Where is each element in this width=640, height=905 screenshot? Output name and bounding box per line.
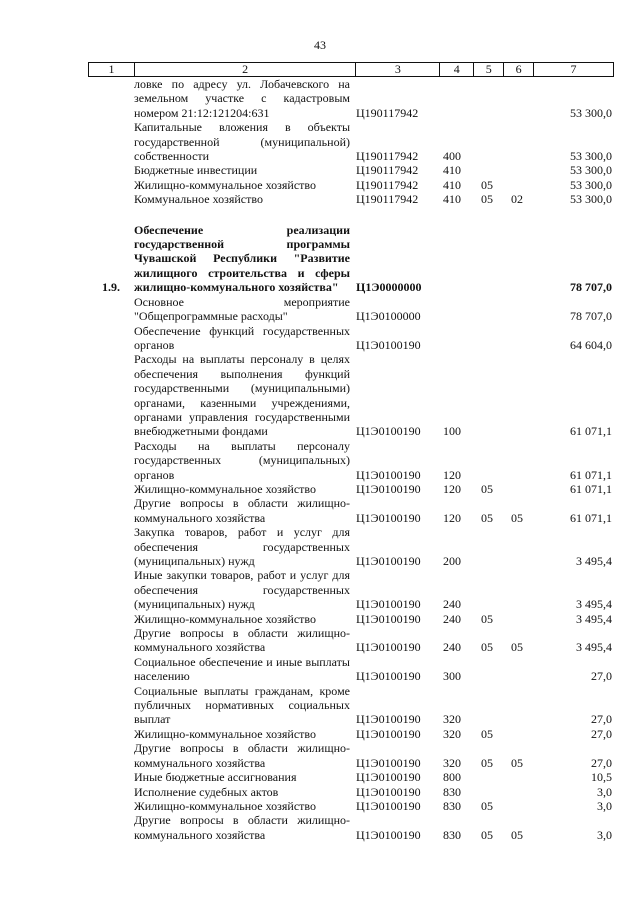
target-article-code: Ц1Э0100190 <box>356 337 421 352</box>
table-row <box>88 77 614 120</box>
target-article-code: Ц1Э0100190 <box>356 798 421 813</box>
target-article-code: Ц1Э0100190 <box>356 481 421 496</box>
amount: 61 071,1 <box>570 510 612 525</box>
expense-type: 830 <box>443 798 461 813</box>
expense-type: 410 <box>443 192 461 207</box>
row-name: Социальные выплаты гражданам, кроме публичных нормативных социальных выплат <box>134 683 350 727</box>
target-article-code: Ц190117942 <box>356 105 419 120</box>
target-article-code: Ц1Э0100000 <box>356 309 421 324</box>
expense-type: 320 <box>443 712 461 727</box>
target-article-code: Ц1Э0100190 <box>356 554 421 568</box>
table-row <box>88 770 614 784</box>
amount: 53 300,0 <box>570 192 612 207</box>
expense-type: 830 <box>443 784 461 799</box>
amount: 27,0 <box>591 669 612 684</box>
table-row <box>88 120 614 163</box>
table-row <box>88 626 614 655</box>
column-header-row <box>89 63 614 77</box>
amount: 3 495,4 <box>576 554 612 568</box>
row-name: Расходы на выплаты персоналу государственных (муниципальных) органов <box>134 438 350 482</box>
expense-type: 240 <box>443 611 461 626</box>
target-article-code: Ц1Э0100190 <box>356 827 421 842</box>
column-header-cell: 5 <box>474 63 504 77</box>
table-row <box>88 496 614 525</box>
table-row <box>88 192 614 206</box>
table-row <box>88 324 614 353</box>
amount: 10,5 <box>591 770 612 785</box>
row-name: Бюджетные инвестиции <box>134 163 258 178</box>
row-gap <box>88 207 614 223</box>
table-row <box>88 178 614 192</box>
column-header-cell: 4 <box>440 63 474 77</box>
target-article-code: Ц1Э0100190 <box>356 770 421 785</box>
row-name: Иные закупки товаров, работ и услуг для обеспечения государственных (муниципальных) нужд <box>134 568 350 612</box>
table-row <box>88 525 614 568</box>
amount: 53 300,0 <box>570 149 612 164</box>
row-name: Жилищно-коммунальное хозяйство <box>134 611 317 626</box>
page-number: 43 <box>314 38 326 52</box>
section-code: 05 <box>481 755 493 770</box>
row-name: Закупка товаров, работ и услуг для обеспечения государственных (муниципальных) нужд <box>134 525 350 568</box>
row-name: Обеспечение функций государственных органов <box>134 323 350 352</box>
row-name: Другие вопросы в области жилищно-коммунального хозяйства <box>134 496 350 525</box>
target-article-code: Ц1Э0100190 <box>356 712 421 727</box>
target-article-code: Ц190117942 <box>356 192 419 207</box>
table-row <box>88 352 614 438</box>
expense-type: 240 <box>443 597 461 612</box>
row-name: Исполнение судебных актов <box>134 784 279 799</box>
target-article-code: Ц190117942 <box>356 177 419 192</box>
target-article-code: Ц1Э0100190 <box>356 611 421 626</box>
table-row <box>88 785 614 799</box>
table-row <box>88 568 614 611</box>
column-header-table <box>88 62 614 77</box>
section-code: 05 <box>481 177 493 192</box>
table-row <box>88 163 614 177</box>
target-article-code: Ц1Э0100190 <box>356 726 421 741</box>
expense-type: 240 <box>443 640 461 655</box>
section-code: 05 <box>481 481 493 496</box>
target-article-code: Ц1Э0100190 <box>356 669 421 684</box>
target-article-code: Ц1Э0100190 <box>356 424 421 439</box>
subsection-code: 05 <box>511 640 523 655</box>
subsection-code: 05 <box>511 755 523 770</box>
amount: 78 707,0 <box>570 309 612 324</box>
column-header-cell: 2 <box>134 63 356 77</box>
row-name: Коммунальное хозяйство <box>134 192 263 207</box>
section-code: 05 <box>481 611 493 626</box>
table-row <box>88 223 614 295</box>
amount: 78 707,0 <box>570 280 612 295</box>
amount: 27,0 <box>591 755 612 770</box>
row-name: Жилищно-коммунальное хозяйство <box>134 481 317 496</box>
amount: 3 495,4 <box>576 640 612 655</box>
row-name: Иные бюджетные ассигнования <box>134 770 297 785</box>
row-name: Жилищно-коммунальное хозяйство <box>134 798 317 813</box>
expense-type: 120 <box>443 467 461 482</box>
section-code: 05 <box>481 827 493 842</box>
table-row <box>88 813 614 842</box>
row-name: Жилищно-коммунальное хозяйство <box>134 177 317 192</box>
section-code: 05 <box>481 798 493 813</box>
budget-rows <box>88 77 614 842</box>
expense-type: 320 <box>443 726 461 741</box>
expense-type: 400 <box>443 149 461 164</box>
table-row <box>88 612 614 626</box>
table-row <box>88 799 614 813</box>
subsection-code: 05 <box>511 510 523 525</box>
target-article-code: Ц1Э0100190 <box>356 755 421 770</box>
amount: 53 300,0 <box>570 105 612 120</box>
table-row <box>88 482 614 496</box>
row-name: Капитальные вложения в объекты государственной (муниципальной) собственности <box>134 120 350 164</box>
table-row <box>88 439 614 482</box>
expense-type: 120 <box>443 481 461 496</box>
target-article-code: Ц1Э0100190 <box>356 467 421 482</box>
expense-type: 320 <box>443 755 461 770</box>
amount: 3 495,4 <box>576 597 612 612</box>
row-name: Расходы на выплаты персоналу в целях обеспечения выполнения функций государственными (муниципальными) органами, казенными учреждениями, органами управления государственными внебюджетными фондами <box>134 352 350 439</box>
target-article-code: Ц1Э0100190 <box>356 640 421 655</box>
amount: 3,0 <box>597 784 612 799</box>
row-name: ловке по адресу ул. Лобачевского на земельном участке с кадастровым номером 21:12:121204:631 <box>134 77 350 120</box>
amount: 64 604,0 <box>570 337 612 352</box>
row-name: Социальное обеспечение и иные выплаты населению <box>134 654 350 684</box>
amount: 61 071,1 <box>570 481 612 496</box>
table-row <box>88 295 614 324</box>
expense-type: 410 <box>443 163 461 178</box>
expense-type: 410 <box>443 177 461 192</box>
section-code: 05 <box>481 510 493 525</box>
expense-type: 200 <box>443 554 461 568</box>
table-row <box>88 741 614 770</box>
amount: 53 300,0 <box>570 163 612 178</box>
table-row <box>88 727 614 741</box>
section-code: 05 <box>481 640 493 655</box>
target-article-code: Ц190117942 <box>356 149 419 164</box>
amount: 61 071,1 <box>570 424 612 439</box>
table-row <box>88 684 614 727</box>
target-article-code: Ц1Э0100190 <box>356 510 421 525</box>
amount: 27,0 <box>591 726 612 741</box>
table-row <box>88 655 614 684</box>
expense-type: 830 <box>443 827 461 842</box>
row-name: Другие вопросы в области жилищно-коммунального хозяйства <box>134 813 350 842</box>
row-name: Жилищно-коммунальное хозяйство <box>134 726 317 741</box>
target-article-code: Ц1Э0100190 <box>356 784 421 799</box>
row-name: Другие вопросы в области жилищно-коммунального хозяйства <box>134 741 350 770</box>
column-header-cell: 6 <box>504 63 534 77</box>
column-header-cell: 7 <box>534 63 614 77</box>
amount: 61 071,1 <box>570 467 612 482</box>
section-code: 05 <box>481 192 493 207</box>
row-number: 1.9. <box>102 280 120 295</box>
amount: 3,0 <box>597 798 612 813</box>
expense-type: 100 <box>443 424 461 439</box>
row-name: Другие вопросы в области жилищно-коммунального хозяйства <box>134 626 350 655</box>
amount: 53 300,0 <box>570 177 612 192</box>
amount: 27,0 <box>591 712 612 727</box>
amount: 3 495,4 <box>576 611 612 626</box>
amount: 3,0 <box>597 827 612 842</box>
expense-type: 120 <box>443 510 461 525</box>
subsection-code: 05 <box>511 827 523 842</box>
subsection-code: 02 <box>511 192 523 207</box>
row-name: Основное мероприятие "Общепрограммные расходы" <box>134 294 350 324</box>
target-article-code: Ц190117942 <box>356 163 419 178</box>
row-name: Обеспечение реализации государственной программы Чувашской Республики "Развитие жилищного строительства и сферы жилищно-коммунального хозяйства" <box>134 222 350 295</box>
target-article-code: Ц1Э0100190 <box>356 597 421 612</box>
expense-type: 300 <box>443 669 461 684</box>
section-code: 05 <box>481 726 493 741</box>
column-header-cell: 3 <box>356 63 440 77</box>
column-header-cell: 1 <box>89 63 135 77</box>
expense-type: 800 <box>443 770 461 785</box>
target-article-code: Ц1Э0000000 <box>356 280 422 295</box>
